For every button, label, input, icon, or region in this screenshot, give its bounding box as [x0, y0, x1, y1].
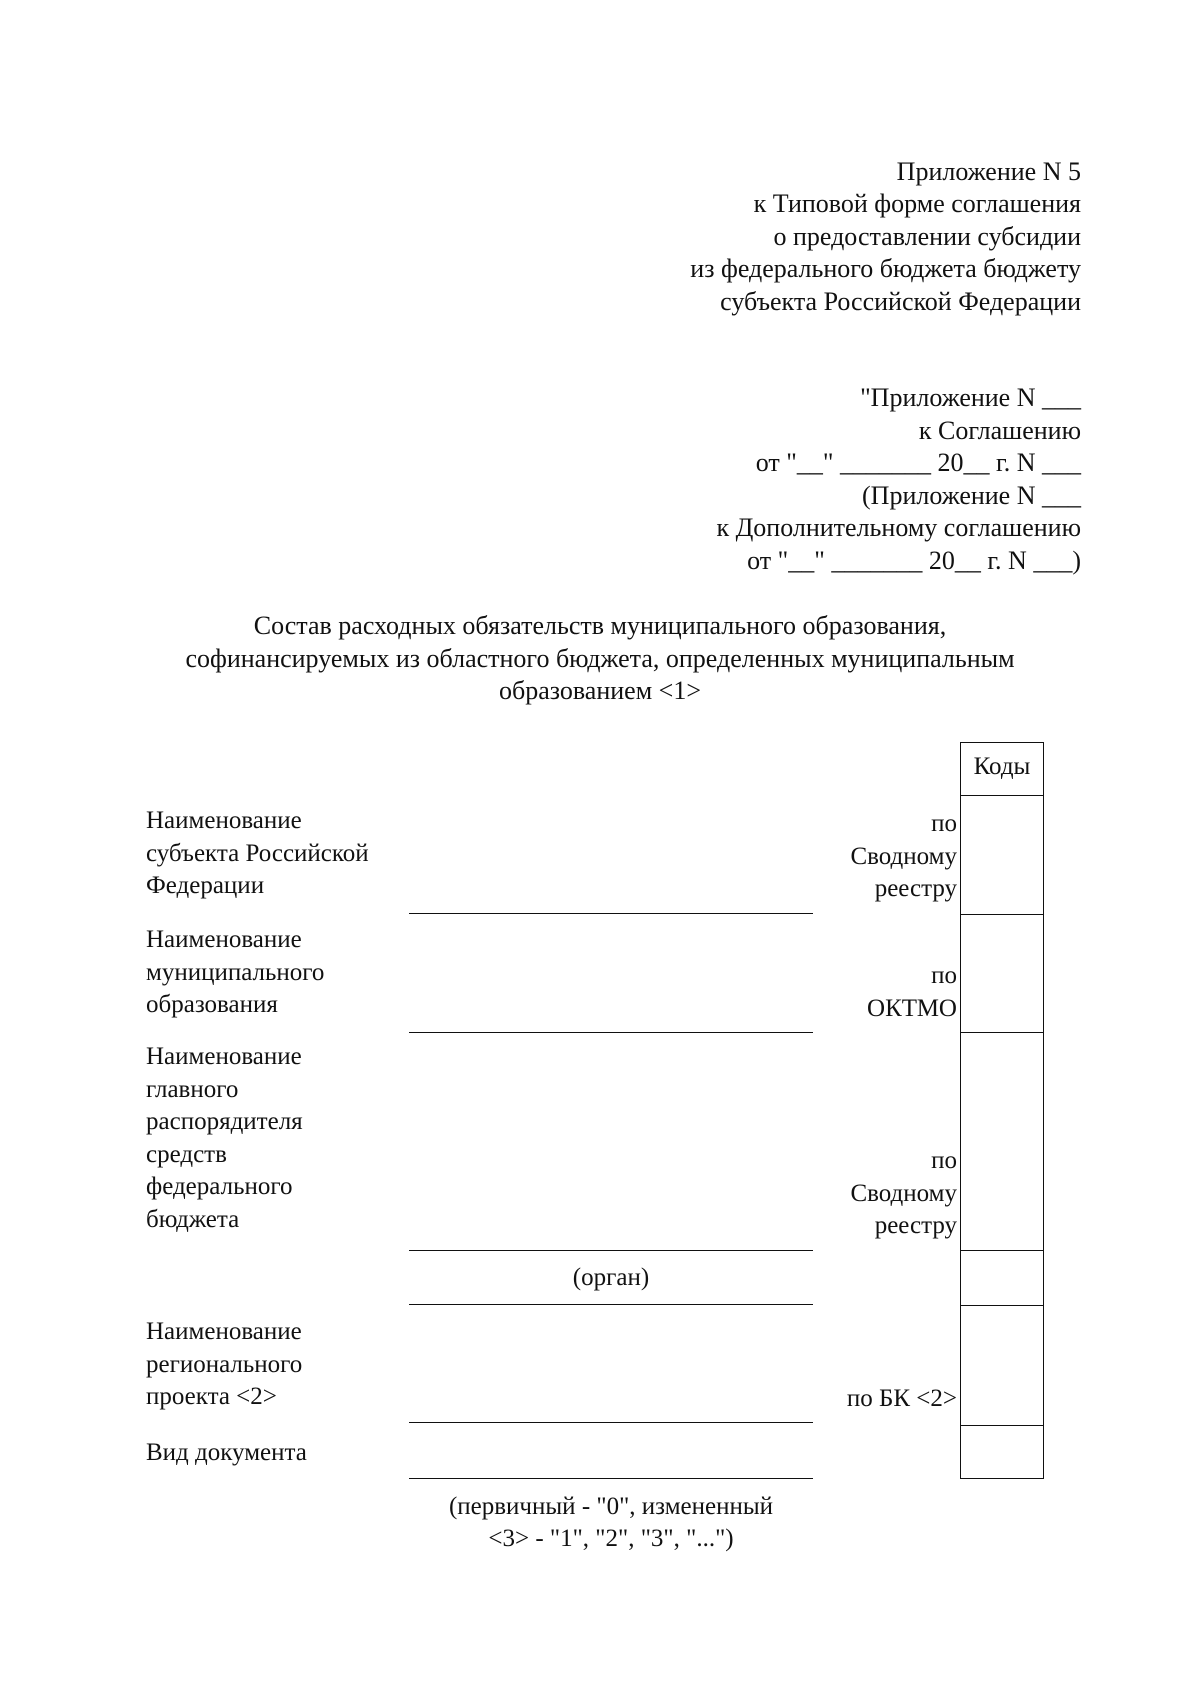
label-line: Вид документа — [146, 1439, 307, 1466]
label-chief-administrator — [146, 1041, 303, 1237]
appendix-line: "Приложение N ___ — [860, 383, 1081, 412]
label-regional-project — [146, 1316, 302, 1414]
header-block — [690, 156, 1081, 318]
title-line: Состав расходных обязательств муниципального образования, — [253, 611, 947, 640]
codes-header: Коды — [973, 753, 1031, 780]
label-line: муниципального — [146, 958, 325, 986]
appendix-line: от "__" _______ 20__ г. N ___) — [747, 545, 1081, 575]
label-line: Наименование — [146, 1043, 302, 1070]
code-label-line: реестру — [874, 1212, 957, 1240]
label-line: субъекта Российской — [146, 839, 369, 867]
document-title — [0, 610, 1200, 708]
fill-line-document-type[interactable] — [409, 1478, 813, 1479]
label-document-type — [146, 1437, 307, 1470]
header-line: к Типовой форме соглашения — [753, 189, 1081, 219]
label-subject-rf — [146, 805, 369, 903]
label-line: главного — [146, 1075, 239, 1103]
codes-divider — [961, 1305, 1043, 1306]
header-line: субъекта Российской Федерации — [720, 286, 1081, 316]
label-line: распорядителя — [146, 1108, 303, 1136]
code-label-line: Сводному — [850, 842, 957, 870]
code-label-oktmo — [867, 960, 957, 1025]
label-line: бюджета — [146, 1205, 240, 1233]
code-label-svodny-reestr — [850, 808, 957, 906]
fill-line-subject-rf[interactable] — [409, 913, 813, 914]
label-line: образования — [146, 991, 278, 1019]
fill-line-municipal-formation[interactable] — [409, 1032, 813, 1033]
codes-divider — [961, 1032, 1043, 1033]
label-line: проекта <2> — [146, 1383, 277, 1411]
appendix-line: от "__" _______ 20__ г. N ___ — [755, 448, 1081, 478]
label-line: федерального — [146, 1173, 293, 1201]
label-line: Наименование — [146, 1318, 302, 1345]
label-line: средств — [146, 1140, 227, 1168]
code-label-line: реестру — [874, 875, 957, 903]
organ-note — [409, 1262, 813, 1294]
fill-line-organ[interactable] — [409, 1304, 813, 1305]
appendix-block — [716, 382, 1081, 578]
label-line: Наименование — [146, 807, 302, 834]
code-label-svodny-reestr-2 — [850, 1145, 957, 1243]
appendix-line: к Дополнительному соглашению — [716, 513, 1081, 543]
doc-type-note — [400, 1491, 822, 1555]
fill-line-chief-administrator[interactable] — [409, 1250, 813, 1251]
organ-note-text: (орган) — [572, 1264, 650, 1291]
doc-type-note-line: <3> - "1", "2", "3", "...") — [488, 1525, 734, 1552]
appendix-line: к Соглашению — [918, 415, 1081, 445]
label-municipal-formation — [146, 924, 324, 1022]
header-line: Приложение N 5 — [896, 157, 1081, 186]
fill-line-regional-project[interactable] — [409, 1422, 813, 1423]
code-label-line: Сводному — [850, 1179, 957, 1207]
label-line: Федерации — [146, 872, 265, 900]
header-line: из федерального бюджета бюджету — [690, 254, 1081, 284]
title-line: софинансируемых из областного бюджета, определенных муниципальным — [185, 643, 1015, 673]
code-label-line: по БК <2> — [846, 1385, 957, 1412]
code-label-line: ОКТМО — [867, 994, 957, 1022]
header-line: о предоставлении субсидии — [773, 221, 1081, 251]
code-label-line: по — [931, 810, 957, 837]
code-label-bk — [847, 1383, 957, 1416]
appendix-line: (Приложение N ___ — [862, 480, 1081, 510]
doc-type-note-line: (первичный - "0", измененный — [448, 1493, 774, 1520]
title-line: образованием <1> — [498, 676, 701, 705]
code-label-line: по — [931, 1147, 957, 1174]
codes-divider — [961, 1250, 1043, 1251]
codes-box — [960, 742, 1044, 1479]
codes-divider — [961, 914, 1043, 915]
code-label-line: по — [931, 962, 957, 989]
label-line: Наименование — [146, 926, 302, 953]
label-line: регионального — [146, 1350, 303, 1378]
codes-divider — [961, 795, 1043, 796]
codes-divider — [961, 1425, 1043, 1426]
